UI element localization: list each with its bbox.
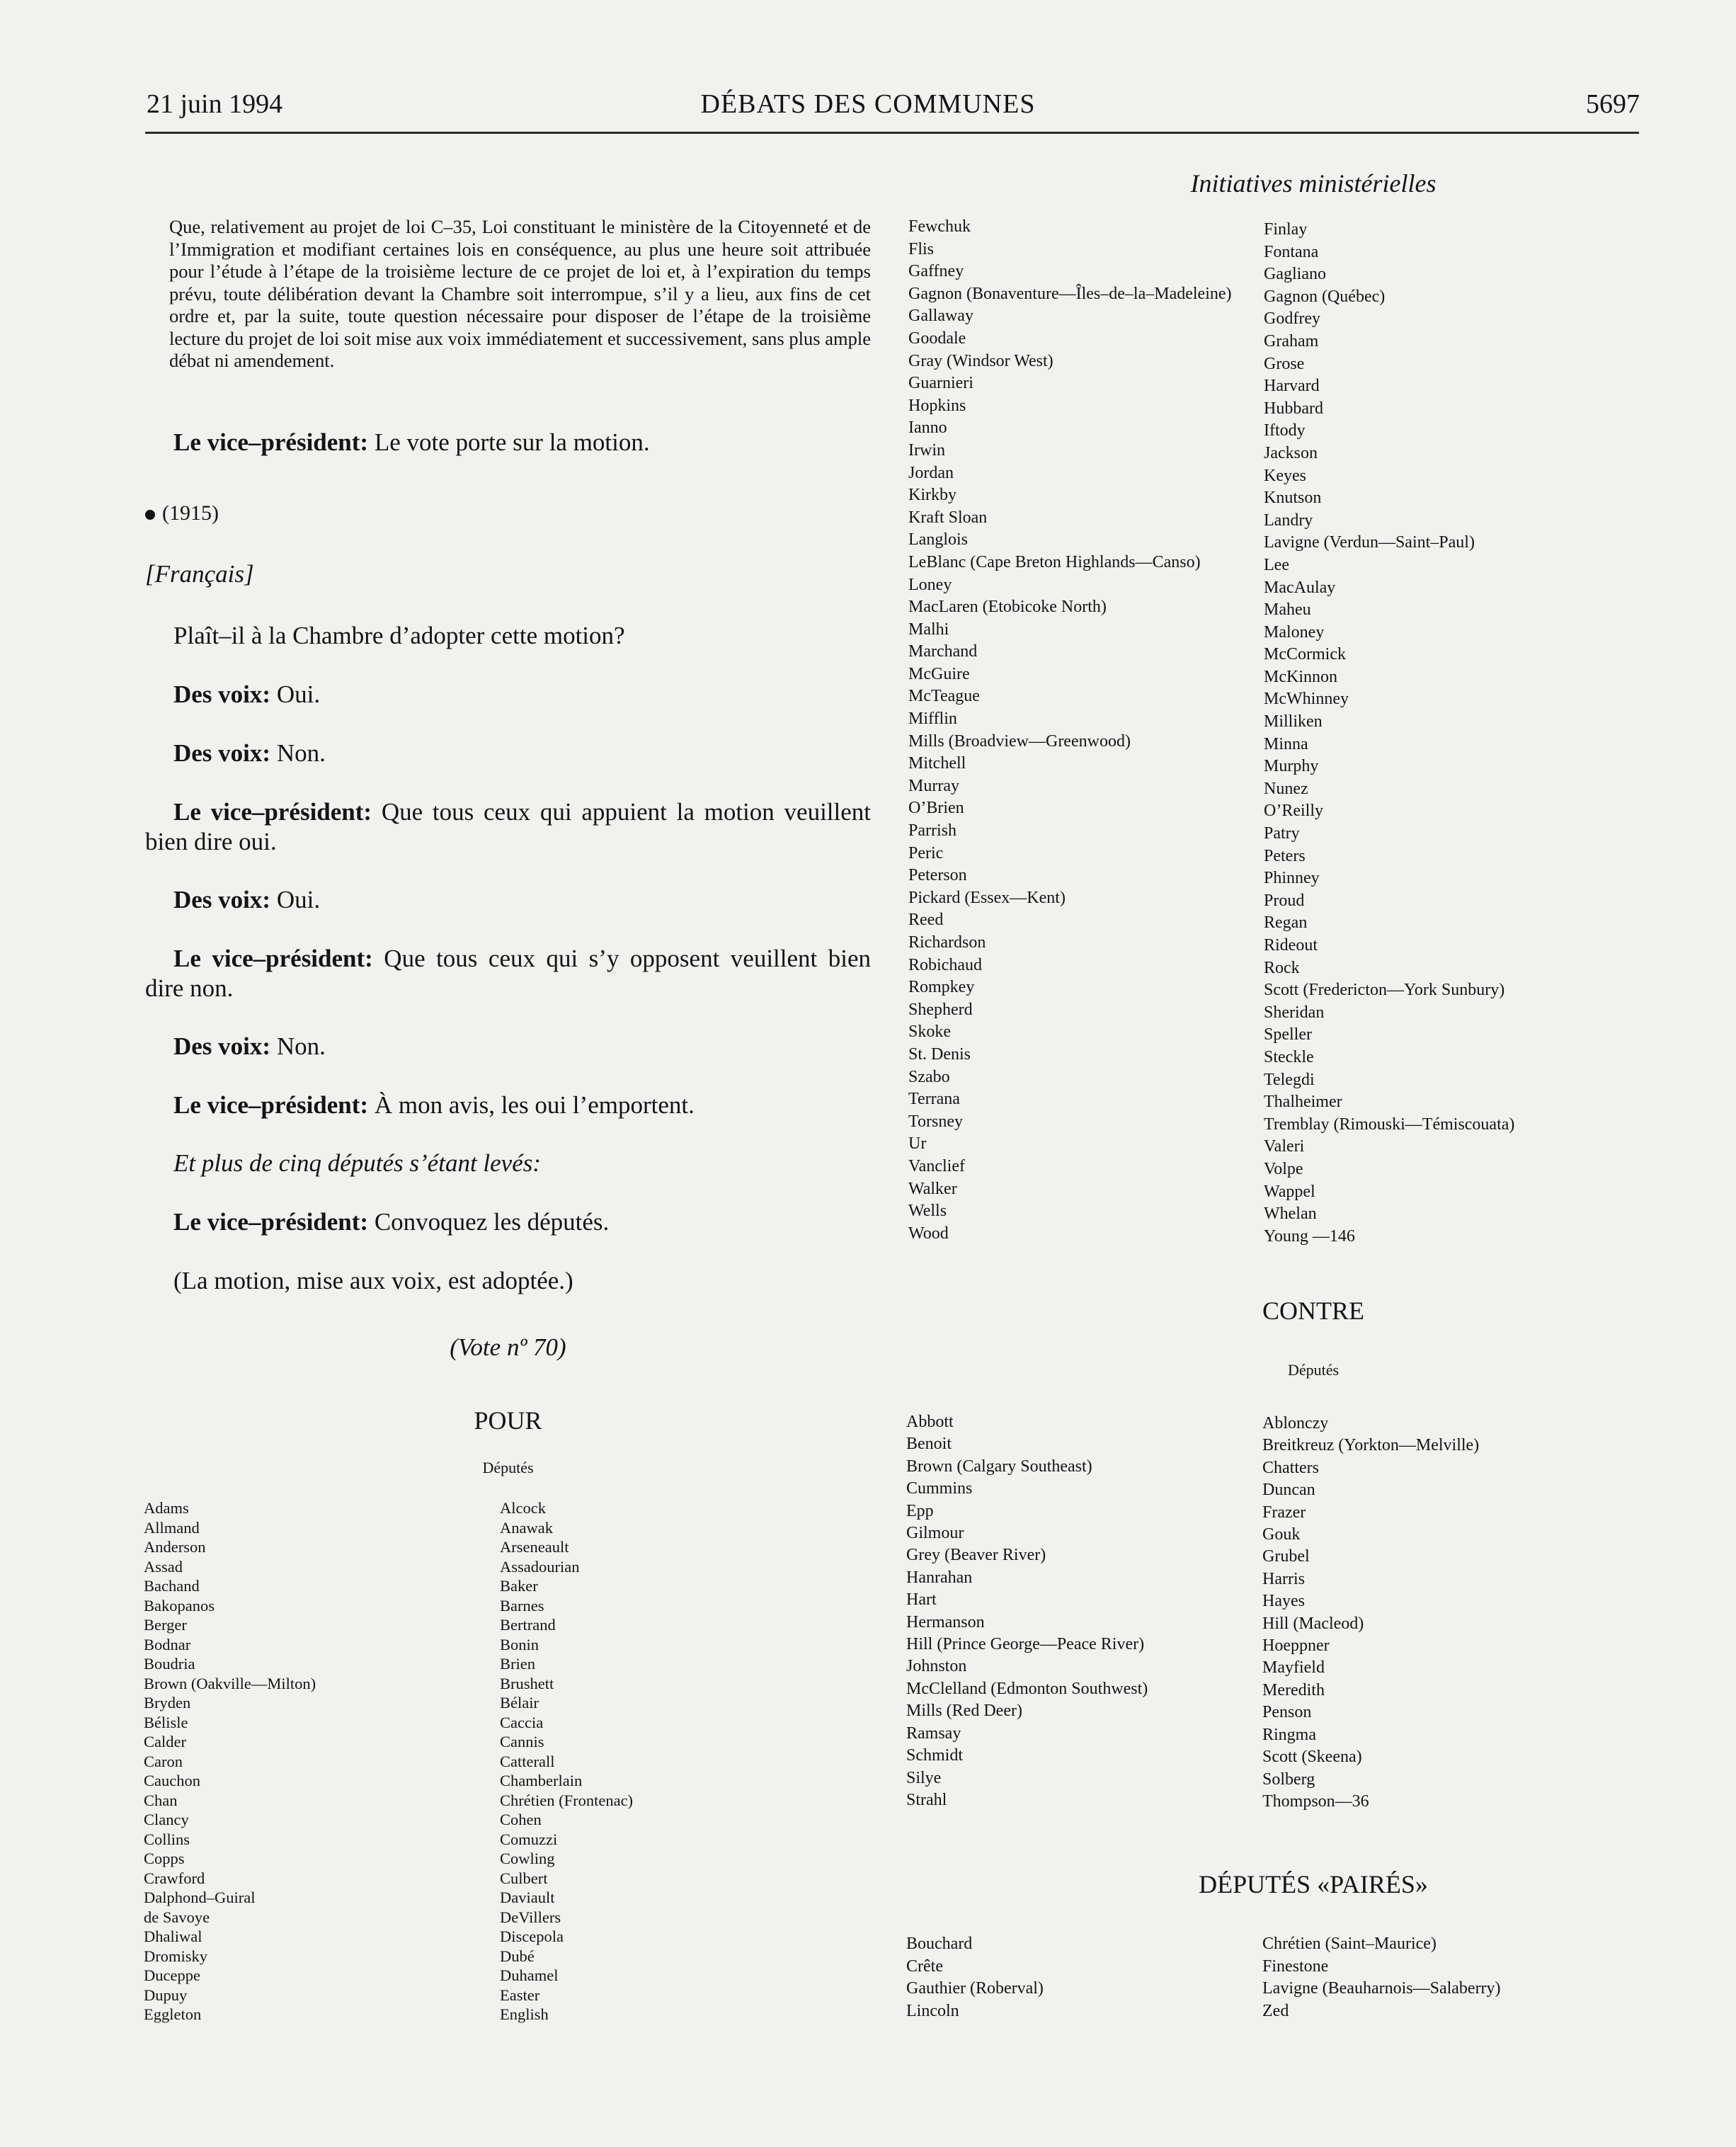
- member-name: Brien: [500, 1655, 535, 1673]
- member-name: Grose: [1264, 354, 1305, 373]
- member-name: Murray: [908, 776, 959, 795]
- member-name: Assadourian: [500, 1557, 580, 1576]
- pour-list-col3: [908, 216, 1232, 1245]
- header-rule: [145, 132, 1639, 134]
- member-name: Mills (Broadview—Greenwood): [908, 731, 1131, 751]
- member-name: Crawford: [144, 1869, 205, 1887]
- speaker: Des voix:: [173, 886, 271, 913]
- member-name: Ringma: [1262, 1725, 1316, 1744]
- pour-list-col4: [1264, 219, 1514, 1248]
- member-name: Torsney: [908, 1112, 963, 1131]
- member-name: Cowling: [500, 1850, 555, 1867]
- member-name: Gauthier (Roberval): [906, 1979, 1044, 1998]
- member-name: Walker: [908, 1179, 957, 1198]
- member-name: Hanrahan: [906, 1568, 973, 1587]
- member-name: Szabo: [908, 1067, 950, 1086]
- page-number: 5697: [1586, 89, 1640, 119]
- member-name: Grubel: [1262, 1547, 1310, 1566]
- member-name: O’Brien: [908, 799, 964, 818]
- member-name: Chamberlain: [500, 1772, 583, 1789]
- member-name: Guarnieri: [908, 374, 973, 393]
- bullet-icon: [145, 510, 155, 520]
- page-date: 21 juin 1994: [147, 89, 283, 119]
- member-name: St. Denis: [908, 1044, 971, 1064]
- speech: Non.: [270, 739, 326, 767]
- member-name: Bachand: [144, 1577, 200, 1595]
- member-name: Young —146: [1264, 1226, 1355, 1246]
- member-name: Proud: [1264, 891, 1305, 910]
- proceeding-p9: [145, 1090, 871, 1120]
- member-name: Gagnon (Bonaventure—Îles–de–la–Madeleine): [908, 284, 1232, 303]
- member-name: Parrish: [908, 821, 956, 841]
- member-name: Calder: [144, 1733, 186, 1750]
- speech: Oui.: [270, 886, 321, 913]
- member-name: Daviault: [500, 1889, 555, 1906]
- member-name: Shepherd: [908, 1000, 973, 1019]
- member-name: Dromisky: [144, 1947, 207, 1965]
- member-name: Wappel: [1264, 1182, 1315, 1201]
- member-name: Bryden: [144, 1694, 191, 1712]
- member-name: Ur: [908, 1134, 927, 1154]
- member-name: Thalheimer: [1264, 1093, 1342, 1112]
- member-name: Johnston: [906, 1657, 967, 1676]
- member-name: Maheu: [1264, 600, 1311, 620]
- member-name: Epp: [906, 1501, 934, 1520]
- member-name: Fontana: [1264, 242, 1319, 261]
- member-name: Bouchard: [906, 1935, 973, 1953]
- member-name: Rock: [1264, 958, 1300, 977]
- member-name: Silye: [906, 1768, 942, 1787]
- contre-list-col1: [906, 1411, 1148, 1811]
- speech: Que tous ceux qui s’y opposent veuillent bien dire non.: [145, 945, 871, 1002]
- member-name: Lavigne (Verdun—Saint–Paul): [1264, 533, 1475, 552]
- member-name: de Savoye: [144, 1908, 210, 1926]
- member-name: Thompson—36: [1262, 1792, 1369, 1811]
- member-name: Peric: [908, 843, 944, 862]
- member-name: Abbott: [906, 1413, 954, 1431]
- member-name: Assad: [144, 1557, 183, 1576]
- member-name: Mills (Red Deer): [906, 1702, 1022, 1721]
- left-column: [145, 216, 871, 372]
- member-name: Langlois: [908, 530, 968, 549]
- member-name: Hayes: [1262, 1592, 1305, 1611]
- member-name: Dalphond–Guiral: [144, 1889, 256, 1906]
- member-name: Bodnar: [144, 1635, 191, 1653]
- paires-list-col2: [1262, 1933, 1501, 2022]
- member-name: Dhaliwal: [144, 1927, 202, 1945]
- member-name: Duncan: [1262, 1481, 1315, 1500]
- member-name: Irwin: [908, 440, 945, 460]
- member-name: Duhamel: [500, 1966, 559, 1984]
- member-name: MacLaren (Etobicoke North): [908, 598, 1107, 617]
- member-name: Benoit: [906, 1435, 952, 1454]
- member-name: Pickard (Essex—Kent): [908, 888, 1066, 907]
- member-name: Meredith: [1262, 1680, 1325, 1699]
- member-name: Barnes: [500, 1596, 544, 1614]
- member-name: Ianno: [908, 418, 947, 438]
- member-name: O’Reilly: [1264, 802, 1323, 821]
- member-name: Bélair: [500, 1694, 539, 1712]
- member-name: Robichaud: [908, 955, 982, 974]
- member-name: Hopkins: [908, 396, 966, 415]
- member-name: Tremblay (Rimouski—Témiscouata): [1264, 1115, 1515, 1134]
- speaker: Le vice–président:: [173, 1208, 369, 1236]
- proceeding-p8: [145, 1032, 871, 1061]
- member-name: Mayfield: [1262, 1658, 1325, 1678]
- member-name: Duceppe: [144, 1966, 200, 1984]
- speech: Que tous ceux qui appuient la motion veuillent bien dire oui.: [145, 798, 871, 855]
- member-name: Penson: [1262, 1703, 1312, 1722]
- member-name: Landry: [1264, 511, 1313, 530]
- member-name: Jordan: [908, 463, 954, 482]
- member-name: Hill (Macleod): [1262, 1614, 1364, 1633]
- paires-list-col1: [906, 1933, 1044, 2022]
- member-name: Regan: [1264, 913, 1308, 933]
- member-name: Harris: [1262, 1569, 1305, 1588]
- member-name: Alcock: [500, 1499, 546, 1517]
- member-name: Wells: [908, 1202, 947, 1221]
- member-name: Maloney: [1264, 622, 1325, 642]
- speech: Le vote porte sur la motion.: [368, 428, 650, 456]
- member-name: Murphy: [1264, 757, 1319, 776]
- member-name: Crête: [906, 1957, 943, 1976]
- member-name: Copps: [144, 1850, 185, 1867]
- proceeding-p12: (La motion, mise aux voix, est adoptée.): [173, 1267, 573, 1294]
- member-name: Rompkey: [908, 978, 975, 997]
- member-name: Steckle: [1264, 1047, 1314, 1066]
- member-name: Gray (Windsor West): [908, 351, 1053, 370]
- member-name: Iftody: [1264, 421, 1306, 440]
- member-name: Volpe: [1264, 1159, 1303, 1178]
- speaker: Le vice–président:: [173, 945, 373, 972]
- proceeding-p5: [145, 797, 871, 857]
- member-name: Hill (Prince George—Peace River): [906, 1635, 1145, 1654]
- speaker: Des voix:: [173, 680, 271, 708]
- member-name: Anawak: [500, 1518, 553, 1537]
- proceeding-p6: [145, 885, 871, 915]
- speaker: Le vice–président:: [173, 1091, 369, 1119]
- member-name: Culbert: [500, 1869, 548, 1887]
- member-name: Clancy: [144, 1811, 189, 1828]
- motion-text: Que, relativement au projet de loi C–35, Loi constituant le ministère de la Citoyenneté et de l’Immigration et modifiant certaines lois en conséquence, au plus une heure soit attribuée pour l’étude à l’étape de la troisième lecture de ce projet de loi et, à l’expiration du temps prévu, toute délibération devant la Chambre soit interrompue, s’il y a lieu, aux fins de cet ordre et, par la suite, toute question nécessaire pour disposer de l’étape de la troisième lecture du projet de loi soit mise aux voix immédiatement et successivement, sans plus ample débat ni amendement.: [169, 216, 871, 371]
- member-name: Gilmour: [906, 1524, 964, 1543]
- member-name: McKinnon: [1264, 667, 1337, 686]
- section-title: Initiatives ministérielles: [1190, 169, 1437, 198]
- member-name: Whelan: [1264, 1205, 1317, 1224]
- member-name: Gallaway: [908, 307, 973, 326]
- journal-title: DÉBATS DES COMMUNES: [700, 89, 1036, 119]
- member-name: Godfrey: [1264, 309, 1320, 329]
- member-name: Breitkreuz (Yorkton—Melville): [1262, 1436, 1480, 1455]
- member-name: Ablonczy: [1262, 1414, 1329, 1433]
- member-name: McWhinney: [1264, 690, 1349, 709]
- member-name: Finestone: [1262, 1957, 1329, 1976]
- member-name: Jackson: [1264, 443, 1318, 462]
- speaker: Le vice–président:: [173, 798, 372, 826]
- member-name: Allmand: [144, 1518, 200, 1537]
- member-name: Milliken: [1264, 712, 1323, 731]
- contre-heading: CONTRE: [1262, 1297, 1364, 1325]
- member-name: Peters: [1264, 846, 1306, 865]
- proceeding-p3: [145, 680, 871, 710]
- member-name: Sheridan: [1264, 1003, 1325, 1022]
- member-name: DeVillers: [500, 1908, 561, 1926]
- speech: À mon avis, les oui l’emportent.: [368, 1091, 695, 1119]
- member-name: Loney: [908, 575, 952, 594]
- proceeding-p1: [145, 428, 871, 457]
- member-name: Grey (Beaver River): [906, 1546, 1046, 1565]
- member-name: Chan: [144, 1791, 178, 1809]
- language-marker: [Français]: [145, 560, 254, 588]
- member-name: Malhi: [908, 620, 949, 639]
- pour-subheading: Députés: [482, 1459, 534, 1476]
- paires-heading: DÉPUTÉS «PAIRÉS»: [1199, 1870, 1428, 1898]
- member-name: Lavigne (Beauharnois—Salaberry): [1262, 1979, 1501, 1998]
- member-name: Goodale: [908, 329, 966, 348]
- vote-number: (Vote nº 70): [450, 1333, 566, 1361]
- member-name: Catterall: [500, 1752, 555, 1770]
- member-name: McClelland (Edmonton Southwest): [906, 1679, 1148, 1698]
- member-name: Schmidt: [906, 1746, 964, 1765]
- member-name: Mitchell: [908, 754, 966, 773]
- member-name: Cauchon: [144, 1772, 200, 1789]
- speaker: Des voix:: [173, 739, 271, 767]
- member-name: Strahl: [906, 1790, 947, 1809]
- member-name: Gaffney: [908, 262, 964, 281]
- member-name: Anderson: [144, 1538, 206, 1556]
- member-name: Arseneault: [500, 1538, 569, 1556]
- member-name: MacAulay: [1264, 578, 1336, 597]
- member-name: Hubbard: [1264, 399, 1323, 418]
- member-name: Collins: [144, 1830, 190, 1848]
- member-name: Fewchuk: [908, 217, 971, 236]
- member-name: Zed: [1262, 2001, 1289, 2020]
- proceeding-p2: Plaît–il à la Chambre d’adopter cette motion?: [173, 622, 625, 649]
- member-name: Discepola: [500, 1927, 564, 1945]
- member-name: Bakopanos: [144, 1596, 215, 1614]
- member-name: Vanclief: [908, 1156, 965, 1175]
- member-name: Hoeppner: [1262, 1636, 1330, 1656]
- member-name: Gouk: [1262, 1525, 1301, 1544]
- member-name: Scott (Skeena): [1262, 1748, 1362, 1767]
- member-name: Terrana: [908, 1090, 960, 1109]
- member-name: Cannis: [500, 1733, 544, 1750]
- member-name: Graham: [1264, 331, 1319, 351]
- member-name: Eggleton: [144, 2005, 202, 2023]
- speaker: Des voix:: [173, 1032, 271, 1060]
- member-name: Rideout: [1264, 936, 1318, 955]
- member-name: Telegdi: [1264, 1070, 1315, 1089]
- member-name: Scott (Fredericton—York Sunbury): [1264, 981, 1505, 1000]
- timestamp-text: (1915): [162, 501, 219, 525]
- timestamp: [145, 501, 219, 525]
- member-name: Dubé: [500, 1947, 535, 1965]
- member-name: Keyes: [1264, 466, 1306, 485]
- member-name: Berger: [144, 1616, 187, 1634]
- member-name: Comuzzi: [500, 1830, 558, 1848]
- member-name: Chrétien (Frontenac): [500, 1791, 634, 1809]
- member-name: Cohen: [500, 1811, 542, 1828]
- speech: Oui.: [270, 680, 321, 708]
- member-name: Dupuy: [144, 1986, 188, 2004]
- member-name: Lee: [1264, 555, 1289, 574]
- proceeding-p11: [145, 1207, 871, 1237]
- member-name: Knutson: [1264, 489, 1322, 508]
- member-name: Cummins: [906, 1479, 973, 1498]
- member-name: Chrétien (Saint–Maurice): [1262, 1935, 1437, 1953]
- contre-subheading: Députés: [1287, 1361, 1340, 1379]
- member-name: Boudria: [144, 1655, 195, 1673]
- member-name: Chatters: [1262, 1458, 1319, 1477]
- member-name: Richardson: [908, 933, 986, 952]
- member-name: McTeague: [908, 687, 980, 706]
- member-name: Lincoln: [906, 2001, 959, 2020]
- member-name: Brown (Oakville—Milton): [144, 1674, 316, 1692]
- member-name: Caccia: [500, 1713, 544, 1731]
- member-name: Bonin: [500, 1635, 539, 1653]
- member-name: Peterson: [908, 866, 967, 885]
- member-name: Flis: [908, 239, 935, 258]
- member-name: Minna: [1264, 734, 1308, 753]
- member-name: Adams: [144, 1499, 189, 1517]
- contre-list-col2: [1262, 1413, 1479, 1813]
- member-name: Mifflin: [908, 710, 957, 729]
- member-name: Brown (Calgary Southeast): [906, 1457, 1092, 1476]
- member-name: Kirkby: [908, 486, 956, 505]
- member-name: Speller: [1264, 1025, 1312, 1044]
- member-name: Gagnon (Québec): [1264, 287, 1386, 306]
- member-name: Gagliano: [1264, 265, 1326, 284]
- pour-list-col1: [144, 1498, 316, 2024]
- speech: Convoquez les députés.: [368, 1208, 610, 1236]
- member-name: Baker: [500, 1577, 538, 1595]
- speech: Non.: [270, 1032, 326, 1060]
- member-name: McCormick: [1264, 645, 1346, 664]
- member-name: Caron: [144, 1752, 183, 1770]
- member-name: English: [500, 2005, 549, 2023]
- member-name: Solberg: [1262, 1770, 1315, 1789]
- proceeding-p4: [145, 739, 871, 768]
- member-name: McGuire: [908, 664, 970, 683]
- proceeding-p7: [145, 944, 871, 1003]
- member-name: Bertrand: [500, 1616, 556, 1634]
- member-name: Kraft Sloan: [908, 508, 988, 527]
- member-name: Hart: [906, 1590, 937, 1610]
- pour-list-col2: [500, 1498, 633, 2024]
- member-name: Skoke: [908, 1023, 951, 1042]
- pour-heading: POUR: [474, 1406, 542, 1435]
- member-name: Phinney: [1264, 869, 1320, 888]
- member-name: Valeri: [1264, 1137, 1305, 1156]
- member-name: Reed: [908, 911, 944, 930]
- member-name: Hermanson: [906, 1612, 985, 1631]
- member-name: Easter: [500, 1986, 540, 2004]
- member-name: Nunez: [1264, 779, 1308, 798]
- member-name: Patry: [1264, 824, 1300, 843]
- member-name: Bélisle: [144, 1713, 188, 1731]
- member-name: Brushett: [500, 1674, 554, 1692]
- member-name: Finlay: [1264, 220, 1308, 239]
- member-name: LeBlanc (Cape Breton Highlands—Canso): [908, 552, 1201, 571]
- speaker: Le vice–président:: [173, 428, 369, 456]
- member-name: Frazer: [1262, 1503, 1306, 1522]
- member-name: Wood: [908, 1224, 949, 1243]
- member-name: Harvard: [1264, 377, 1320, 396]
- proceeding-p10: Et plus de cinq députés s’étant levés:: [173, 1149, 542, 1177]
- member-name: Ramsay: [906, 1724, 961, 1743]
- member-name: Marchand: [908, 642, 978, 661]
